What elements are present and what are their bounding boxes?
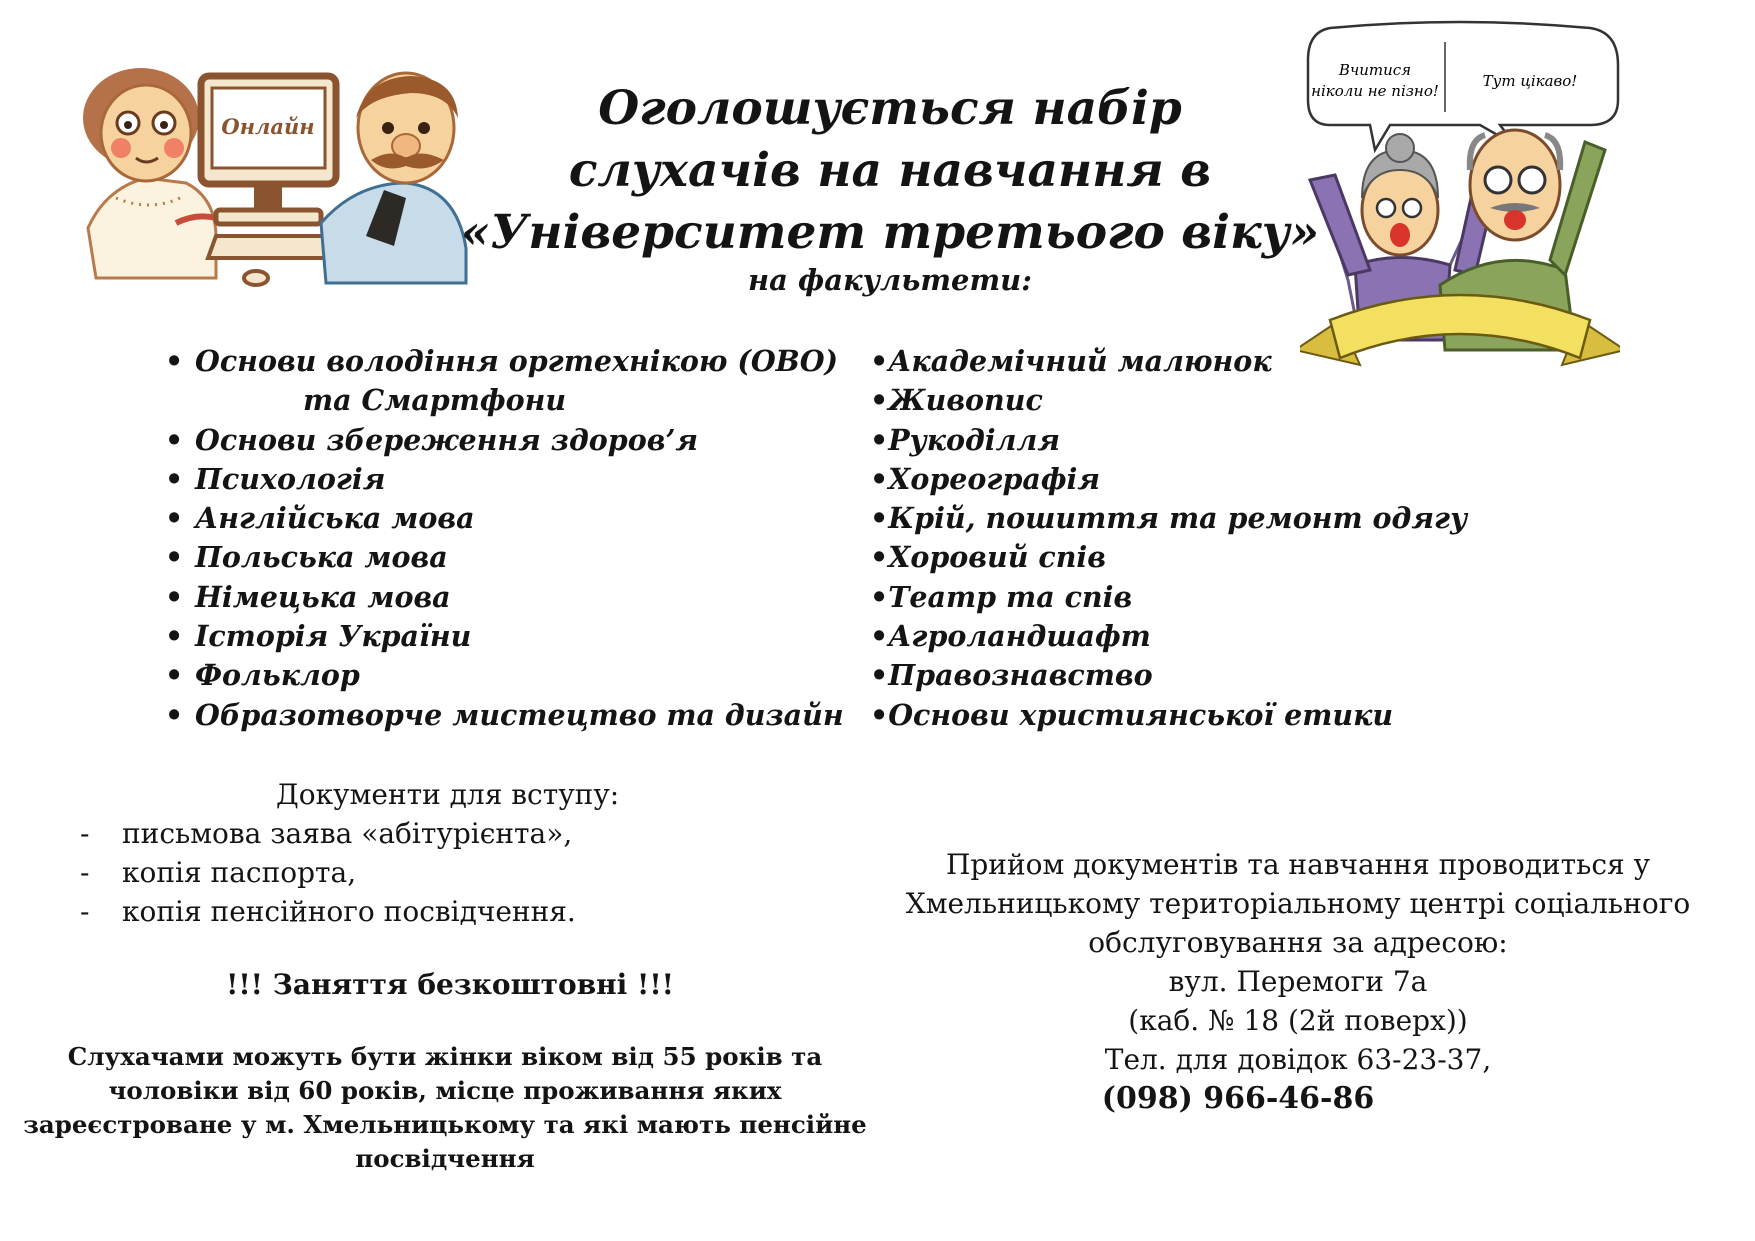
free-classes-notice: !!! Заняття безкоштовні !!!: [226, 968, 674, 1001]
admission-documents: [80, 775, 840, 931]
address-line: вул. Перемоги 7а: [1168, 965, 1428, 998]
course-item: •Крій, пошиття та ремонт одягу: [870, 501, 1468, 536]
course-item: •Хоровий спів: [870, 540, 1106, 575]
course-item: •Основи християнської етики: [870, 697, 1394, 732]
course-item: • Основи збереження здоров’я: [165, 421, 865, 460]
course-item: •Агроландшафт: [870, 619, 1151, 654]
course-item: •Рукоділля: [870, 422, 1061, 457]
info-line: обслуговування за адресою:: [1088, 926, 1508, 959]
phone-line: Тел. для довідок 63-23-37,: [1104, 1043, 1492, 1076]
faculties-subtitle: на факультети:: [748, 263, 1032, 297]
bubble-text-line-1: Вчитися: [1338, 61, 1412, 79]
happy-seniors-illustration: [1300, 20, 1620, 390]
document-item: - письмова заява «абітурієнта»,: [80, 817, 573, 850]
online-couple-illustration: [66, 48, 476, 293]
speech-bubble-icon: [1308, 22, 1618, 150]
course-item: •Академічний малюнок: [870, 344, 1272, 378]
course-item: • Польська мова: [165, 538, 865, 577]
bubble-text-line-2: ніколи не пізно!: [1311, 82, 1439, 100]
bubble-text-right: Тут цікаво!: [1482, 72, 1578, 90]
document-item: - копія пенсійного посвідчення.: [80, 895, 576, 928]
course-item: • Основи володіння оргтехнікою (ОВО): [165, 342, 865, 381]
eligibility-text: Слухачами можуть бути жінки віком від 55 років та чоловіки від 60 років, місце проживання яких зареєстроване у м. Хмельницькому та які мають пенсійне посвідчення: [23, 1042, 867, 1173]
courses-left-list: [165, 342, 865, 735]
document-item: - копія паспорта,: [80, 856, 357, 889]
info-line: Прийом документів та навчання проводиться у: [945, 848, 1651, 881]
title-line-1: Оголошується набір: [598, 81, 1182, 136]
courses-right-list: [870, 342, 1468, 735]
course-item: • Німецька мова: [165, 578, 865, 617]
course-item: • Образотворче мистецтво та дизайн: [165, 696, 865, 735]
room-line: (каб. № 18 (2й поверх)): [1128, 1004, 1468, 1037]
course-item: • Англійська мова: [165, 499, 865, 538]
announcement-title: [440, 78, 1340, 298]
course-item: •Хореографія: [870, 461, 1101, 496]
course-item-continuation: та Смартфони: [303, 383, 567, 418]
title-line-3: «Університет третього віку»: [460, 205, 1320, 260]
course-item: •Живопис: [870, 383, 1043, 418]
documents-title: Документи для вступу:: [276, 778, 620, 811]
woman-figure-icon: [83, 68, 216, 278]
location-info: [868, 845, 1728, 1118]
mobile-phone: (098) 966-46-86: [1101, 1081, 1375, 1116]
screen-text: Онлайн: [221, 114, 315, 139]
info-line: Хмельницькому територіальному центрі соціального: [905, 887, 1691, 920]
course-item: • Психологія: [165, 460, 865, 499]
course-item: •Правознавство: [870, 658, 1153, 693]
computer-monitor-icon: [201, 76, 336, 285]
course-item: • Історія України: [165, 617, 865, 656]
title-line-2: слухачів на навчання в: [568, 143, 1212, 198]
course-item: • Фольклор: [165, 656, 865, 695]
course-item: •Театр та спів: [870, 579, 1133, 614]
